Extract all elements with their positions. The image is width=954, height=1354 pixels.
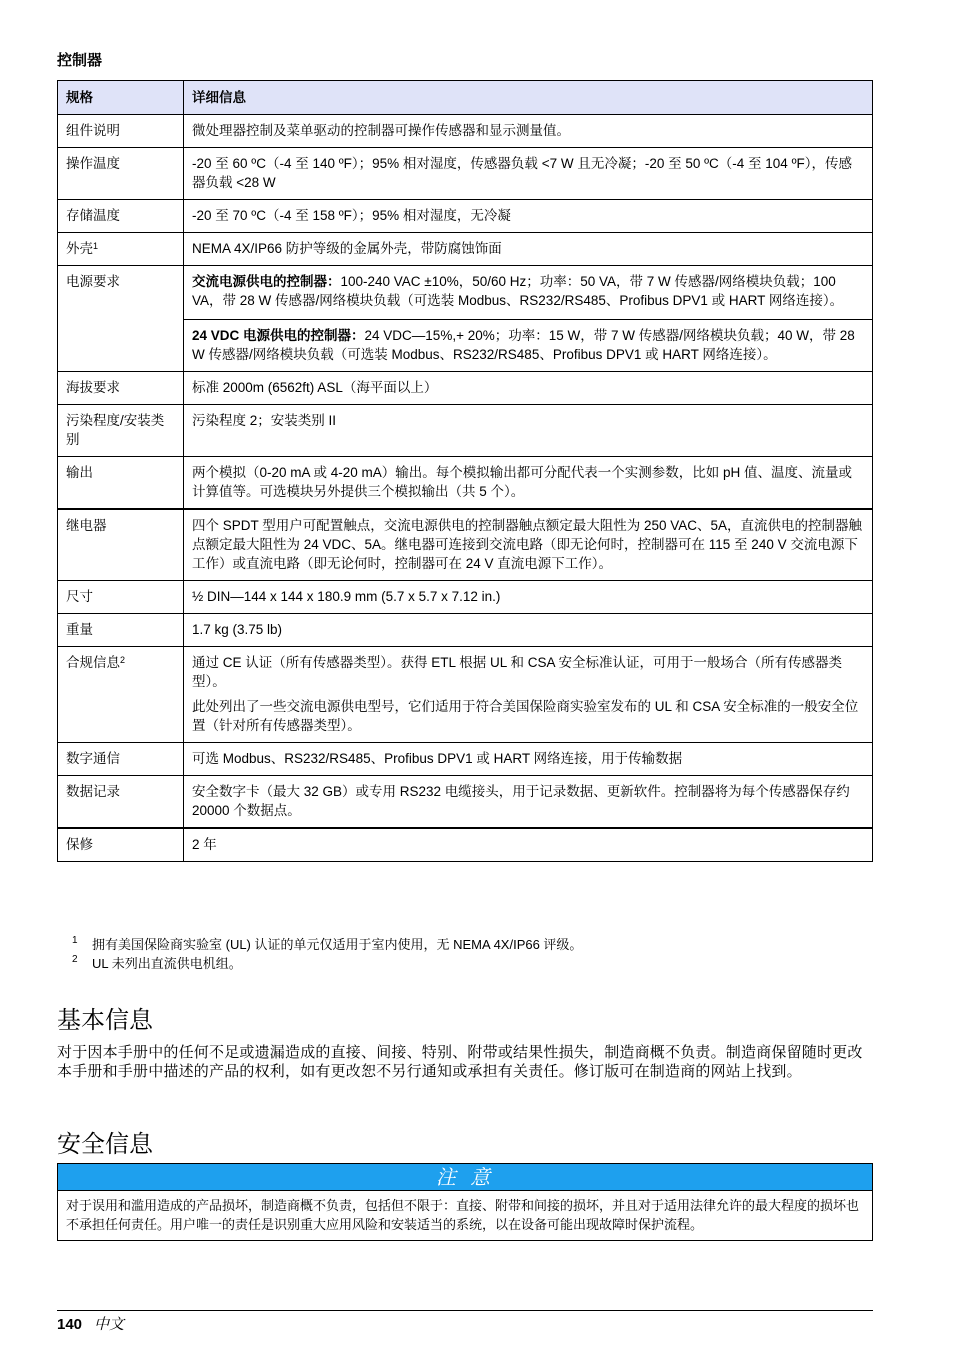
detail-text: 24 VDC—15%,+ 20%；功率：15 W，带 7 W 传感器/网络模块负载；40 W，带 28 W 传感器/网络模块负载（可选装 Modbus、RS232/RS485、Profibus DPV1 或 HART 网络连接）。 <box>192 328 855 362</box>
footnote-text: UL 未列出直流供电机组。 <box>92 956 242 971</box>
table-row <box>58 776 873 829</box>
table-row <box>58 405 873 457</box>
spec-cell: 污染程度/安装类别 <box>58 405 184 457</box>
table-row <box>58 372 873 405</box>
safety-info-heading: 安全信息 <box>57 1131 153 1158</box>
spec-cell: 输出 <box>58 457 184 510</box>
table-header-row <box>58 81 873 115</box>
table-row <box>58 148 873 200</box>
detail-cell: 1.7 kg (3.75 lb) <box>184 614 873 647</box>
detail-cell: 两个模拟（0-20 mA 或 4-20 mA）输出。每个模拟输出都可分配代表一个实测参数，比如 pH 值、温度、流量或计算值等。可选模块另外提供三个模拟输出（共 5 个）。 <box>184 457 873 510</box>
header-spec: 规格 <box>58 81 184 115</box>
table-row <box>58 743 873 776</box>
table-row <box>58 647 873 743</box>
notice-title: 注 意 <box>58 1164 872 1191</box>
notice-text: 对于误用和滥用造成的产品损坏，制造商概不负责，包括但不限于：直接、附带和间接的损坏，并且对于适用法律允许的最大程度的损坏也不承担任何责任。用户唯一的责任是识别重大应用风险和安装适当的系统，以在设备可能出现故障时保护流程。 <box>66 1199 860 1233</box>
detail-cell: ½ DIN—144 x 144 x 180.9 mm (5.7 x 5.7 x 7.12 in.) <box>184 581 873 614</box>
spec-cell: 组件说明 <box>58 115 184 148</box>
detail-bold-label: 24 VDC 电源供电的控制器： <box>192 328 365 343</box>
spec-table <box>57 80 873 862</box>
footnotes <box>72 935 582 973</box>
detail-text: 100-240 VAC ±10%，50/60 Hz；功率：50 VA，带 7 W 传感器/网络模块负载；100 VA，带 28 W 传感器/网络模块负载（可选装 Modbus、RS232/RS485、Profibus DPV1 或 HART 网络连接）。 <box>192 274 844 308</box>
footer-language: 中文 <box>94 1315 125 1333</box>
spec-cell: 重量 <box>58 614 184 647</box>
detail-cell: 可选 Modbus、RS232/RS485、Profibus DPV1 或 HART 网络连接，用于传输数据 <box>184 743 873 776</box>
basic-info-paragraph: 对于因本手册中的任何不足或遗漏造成的直接、间接、特别、附带或结果性损失，制造商概不负责。制造商保留随时更改本手册和手册中描述的产品的权利，如有更改恕不另行通知或承担有关责任。修订版可在制造商的网站上找到。 <box>57 1043 863 1080</box>
detail-cell: 四个 SPDT 型用户可配置触点，交流电源供电的控制器触点额定最大阻性为 250 VAC、5A，直流供电的控制器触点额定最大阻性为 24 VDC、5A。继电器可连接到交流电路（即无论何时，控制器可在 115 至 240 V 交流电源下工作）或直流电路（即无论何时，控制器可在 24 V 直流电源下工作）。 <box>184 509 873 581</box>
section-title: 控制器 <box>57 52 103 69</box>
table-row <box>58 200 873 233</box>
table-row <box>58 233 873 266</box>
detail-cell: -20 至 70 ºC（-4 至 158 ºF）；95% 相对湿度，无冷凝 <box>184 200 873 233</box>
spec-cell: 保修 <box>58 828 184 862</box>
detail-bold-label: 交流电源供电的控制器： <box>192 274 341 289</box>
header-detail: 详细信息 <box>184 81 873 115</box>
spec-cell: 数字通信 <box>58 743 184 776</box>
notice-box <box>57 1163 873 1241</box>
spec-cell: 存储温度 <box>58 200 184 233</box>
page-number: 140 <box>57 1316 83 1333</box>
detail-cell: 安全数字卡（最大 32 GB）或专用 RS232 电缆接头，用于记录数据、更新软件。控制器将为每个传感器保存约 20000 个数据点。 <box>184 776 873 829</box>
table-row <box>58 266 873 320</box>
footnote-number: 2 <box>72 954 78 965</box>
table-row <box>58 457 873 510</box>
page-footer <box>57 1313 124 1334</box>
footnote <box>72 935 582 954</box>
spec-cell: 操作温度 <box>58 148 184 200</box>
spec-cell <box>58 647 184 743</box>
detail-cell <box>184 647 873 743</box>
basic-info-heading: 基本信息 <box>57 1007 153 1034</box>
detail-cell: 2 年 <box>184 828 873 862</box>
detail-cell: NEMA 4X/IP66 防护等级的金属外壳，带防腐蚀饰面 <box>184 233 873 266</box>
footer-divider <box>57 1310 873 1311</box>
footnote-number: 1 <box>72 935 78 946</box>
detail-cell: -20 至 60 ºC（-4 至 140 ºF）；95% 相对湿度，传感器负载 <7 W 且无冷凝；-20 至 50 ºC（-4 至 104 ºF），传感器负载 <28 W <box>184 148 873 200</box>
detail-text: 通过 CE 认证（所有传感器类型）。获得 ETL 根据 UL 和 CSA 安全标准认证，可用于一般场合（所有传感器类型）。 <box>192 655 843 689</box>
detail-cell: 标准 2000m (6562ft) ASL（海平面以上） <box>184 372 873 405</box>
footnote <box>72 954 582 973</box>
detail-cell: 污染程度 2；安装类别 II <box>184 405 873 457</box>
spec-text: 外壳 <box>66 241 93 256</box>
detail-cell: 微处理器控制及菜单驱动的控制器可操作传感器和显示测量值。 <box>184 115 873 148</box>
spec-cell: 继电器 <box>58 509 184 581</box>
footnote-text: 拥有美国保险商实验室 (UL) 认证的单元仅适用于室内使用，无 NEMA 4X/IP66 评级。 <box>92 937 583 952</box>
spec-cell: 尺寸 <box>58 581 184 614</box>
table-row <box>58 828 873 862</box>
detail-cell <box>184 266 873 320</box>
spec-cell: 数据记录 <box>58 776 184 829</box>
spec-cell: 电源要求 <box>58 266 184 372</box>
spec-cell <box>58 233 184 266</box>
table-row <box>58 115 873 148</box>
spec-text: 合规信息 <box>66 655 120 670</box>
footnote-ref: 1 <box>93 241 99 251</box>
detail-cell <box>184 320 873 372</box>
table-row <box>58 614 873 647</box>
detail-text-2: 此处列出了一些交流电源供电型号，它们适用于符合美国保险商实验室发布的 UL 和 CSA 安全标准的一般安全位置（针对所有传感器类型）。 <box>192 699 859 733</box>
footnote-ref: 2 <box>120 655 126 665</box>
table-row <box>58 581 873 614</box>
spec-cell: 海拔要求 <box>58 372 184 405</box>
table-row <box>58 509 873 581</box>
